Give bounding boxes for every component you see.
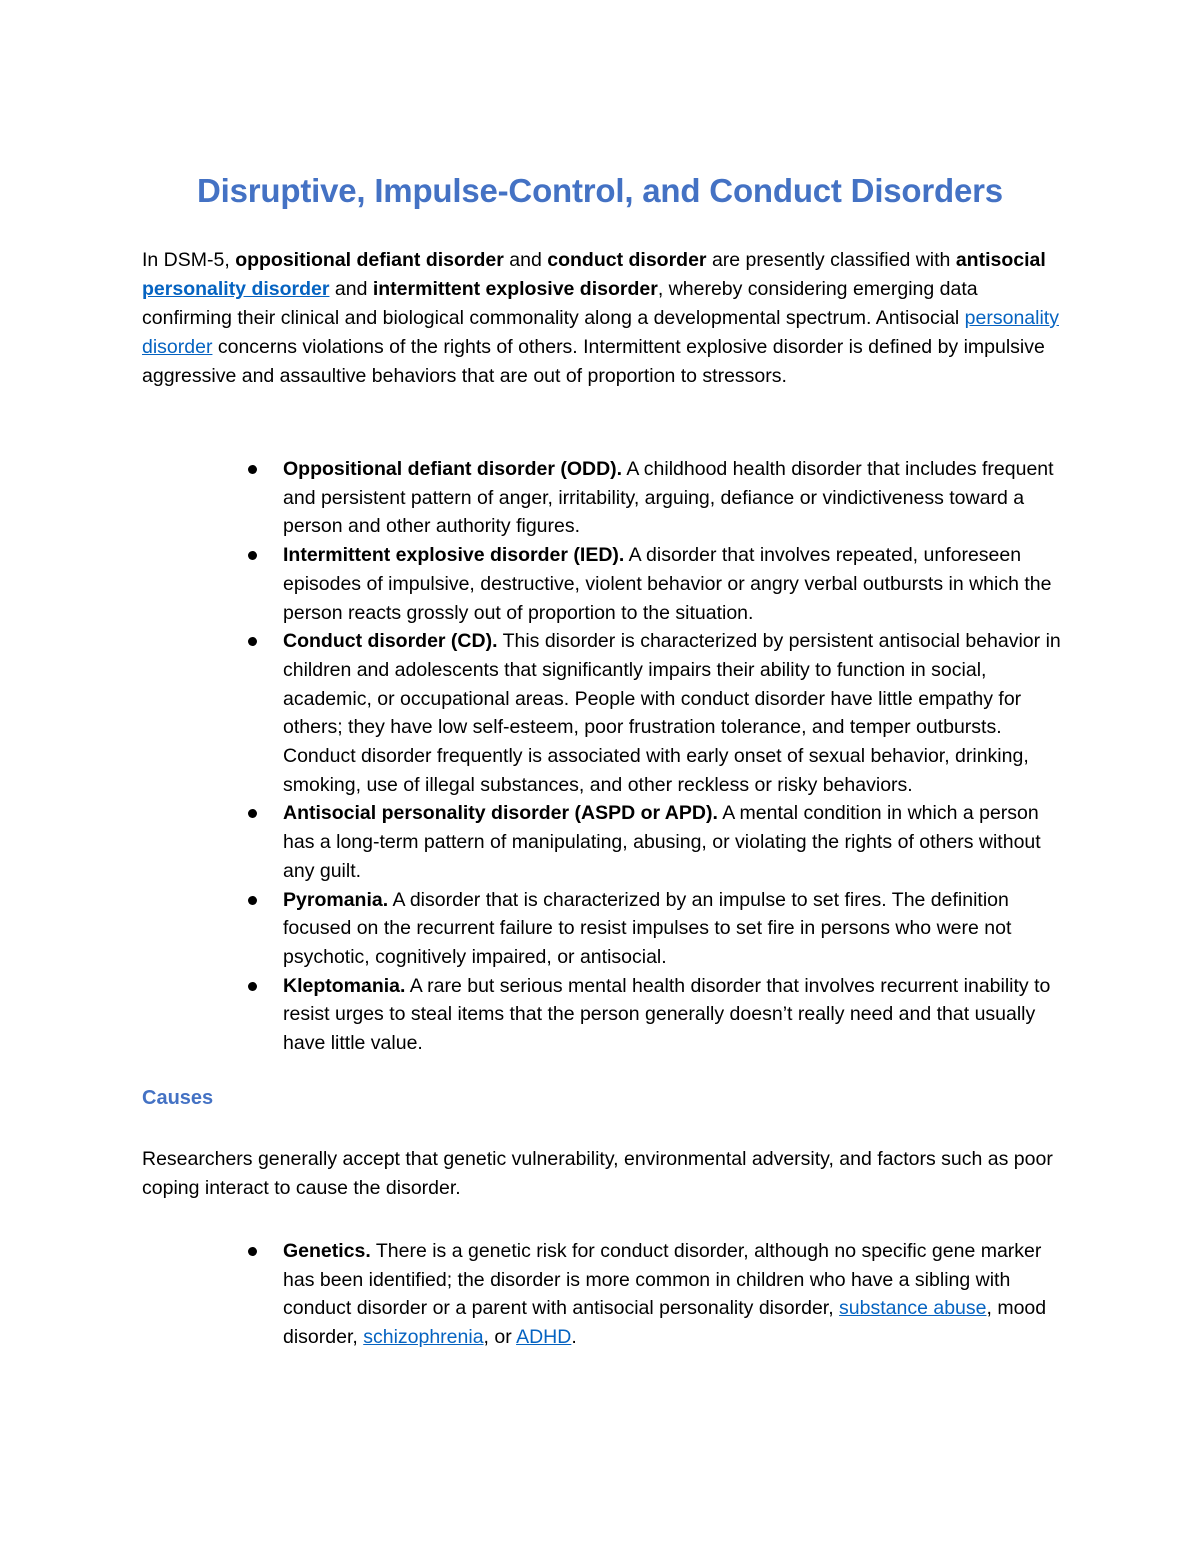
disorder-description: This disorder is characterized by persistent antisocial behavior in children and adolescents that significantly impairs their ability to function in social, academic, or occupational areas. People with conduct disorder have little empathy for others; they have low self-esteem, poor frustration tolerance, and temper outbursts. Conduct disorder frequently is associated with early onset of sexual behavior, drinking, smoking, use of illegal substances, and other reckless or risky behaviors.: [283, 630, 1061, 796]
intro-paragraph: [142, 246, 1062, 391]
disorder-term: Oppositional defiant disorder (ODD).: [283, 458, 623, 480]
intro-text: , whereby considering emerging data confirming their clinical and biological commonality along a developmental spectrum. Antisocial: [142, 278, 978, 329]
disorder-term: Kleptomania.: [283, 974, 406, 997]
list-item: [142, 1237, 1062, 1352]
disorder-term: Conduct disorder (CD).: [283, 630, 498, 653]
page-title: Disruptive, Impulse-Control, and Conduct Disorders: [197, 172, 1003, 209]
disorder-term: Intermittent explosive disorder (IED).: [283, 544, 625, 567]
bullet-icon: [248, 809, 257, 818]
substance-abuse-link[interactable]: substance abuse: [839, 1297, 987, 1320]
cause-description: There is a genetic risk for conduct disorder, although no specific gene marker has been identified; the disorder is more common in children who have a sibling with conduct disorder or a parent with antisocial personality disorder,: [283, 1240, 1042, 1320]
disorder-description: A disorder that is characterized by an impulse to set fires. The definition focused on the recurrent failure to resist impulses to set fire in persons who were not psychotic, cognitively impaired, or antisocial.: [283, 888, 1012, 968]
list-item: [142, 972, 1062, 1058]
bullet-icon: [248, 637, 257, 646]
cause-text: , or: [483, 1326, 517, 1349]
list-item: [142, 455, 1062, 541]
intro-text: are presently classified with: [706, 249, 956, 271]
personality-disorder-link-2[interactable]: personality disorder: [142, 307, 1059, 358]
causes-heading: Causes: [142, 1087, 214, 1109]
list-item: [142, 627, 1062, 799]
bullet-icon: [248, 982, 257, 991]
intro-text: concerns violations of the rights of others. Intermittent explosive disorder is defined by impulsive aggressive and assaultive behaviors that are out of proportion to stressors.: [142, 336, 1045, 387]
intro-text: and: [503, 249, 548, 271]
adhd-link[interactable]: ADHD: [516, 1326, 572, 1349]
personality-disorder-link[interactable]: personality disorder: [142, 278, 330, 300]
intro-bold-cd: conduct disorder: [547, 249, 707, 271]
cause-term: Genetics.: [283, 1240, 371, 1262]
cause-text: .: [571, 1326, 577, 1349]
list-item: [142, 886, 1062, 972]
disorder-term: Antisocial personality disorder (ASPD or APD).: [283, 802, 718, 825]
schizophrenia-link[interactable]: schizophrenia: [363, 1326, 484, 1349]
bullet-icon: [248, 896, 257, 905]
bullet-icon: [248, 551, 257, 560]
bullet-icon: [248, 1247, 257, 1256]
intro-text: In DSM-5,: [142, 249, 236, 271]
disorder-description: A mental condition in which a person has a long-term pattern of manipulating, abusing, or violating the rights of others without any guilt.: [283, 802, 1041, 882]
disorder-description: A childhood health disorder that includes frequent and persistent pattern of anger, irritability, arguing, defiance or vindictiveness toward a person and other authority figures.: [283, 458, 1054, 538]
causes-paragraph: Researchers generally accept that genetic vulnerability, environmental adversity, and factors such as poor coping interact to cause the disorder.: [142, 1148, 1053, 1199]
list-item: [142, 799, 1062, 885]
intro-text: and: [329, 278, 373, 300]
intro-bold-ied: intermittent explosive disorder: [372, 278, 658, 300]
cause-text: , mood disorder,: [283, 1297, 1047, 1349]
causes-list: [142, 1237, 1062, 1352]
list-item: [142, 541, 1062, 627]
disorder-description: A rare but serious mental health disorder that involves recurrent inability to resist urges to steal items that the person generally doesn’t really need and that usually have little value.: [283, 974, 1051, 1055]
disorder-term: Pyromania.: [283, 888, 389, 911]
disorders-list: [142, 455, 1062, 1058]
intro-bold-odd: oppositional defiant disorder: [235, 249, 504, 271]
bullet-icon: [248, 465, 257, 474]
intro-bold-antisocial: antisocial: [955, 249, 1046, 271]
disorder-description: A disorder that involves repeated, unforeseen episodes of impulsive, destructive, violent behavior or angry verbal outbursts in which the person reacts grossly out of proportion to the situation.: [283, 544, 1052, 624]
